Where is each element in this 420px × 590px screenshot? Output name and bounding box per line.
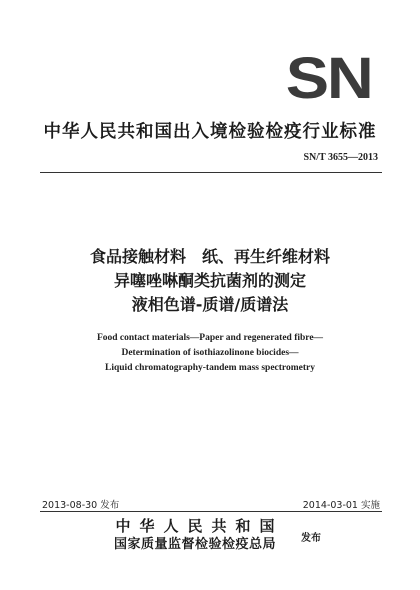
english-title [0, 331, 420, 376]
standard-body-name: 中华人民共和国出入境检验检疫行业标准 [43, 122, 377, 142]
implementation-date: 2014-03-01 实施 [302, 500, 380, 511]
standard-number: SN/T 3655—2013 [303, 152, 378, 163]
chinese-title-line: 异噻唑啉酮类抗菌剂的测定 [113, 271, 306, 290]
english-title-line: Food contact materials—Paper and regenerated fibre— [96, 333, 324, 343]
sn-logo: SN [286, 46, 372, 111]
issuing-authority [90, 517, 300, 554]
chinese-title-line: 液相色谱-质谱/质谱法 [131, 295, 289, 314]
publish-label: 发布 [301, 533, 321, 544]
english-title-line: Determination of isothiazolinone biocides— [121, 348, 299, 358]
footer-divider [40, 511, 382, 512]
issuer-agency: 国家质量监督检验检疫总局 [113, 537, 276, 552]
header-divider [40, 172, 382, 173]
english-title-line: Liquid chromatography-tandem mass spectrometry [105, 363, 315, 373]
issue-date: 2013-08-30 发布 [42, 500, 120, 511]
chinese-title-line: 食品接触材料 纸、再生纤维材料 [89, 247, 330, 266]
issuer-country: 中华人民共和国 [115, 517, 284, 535]
chinese-title [0, 245, 420, 317]
